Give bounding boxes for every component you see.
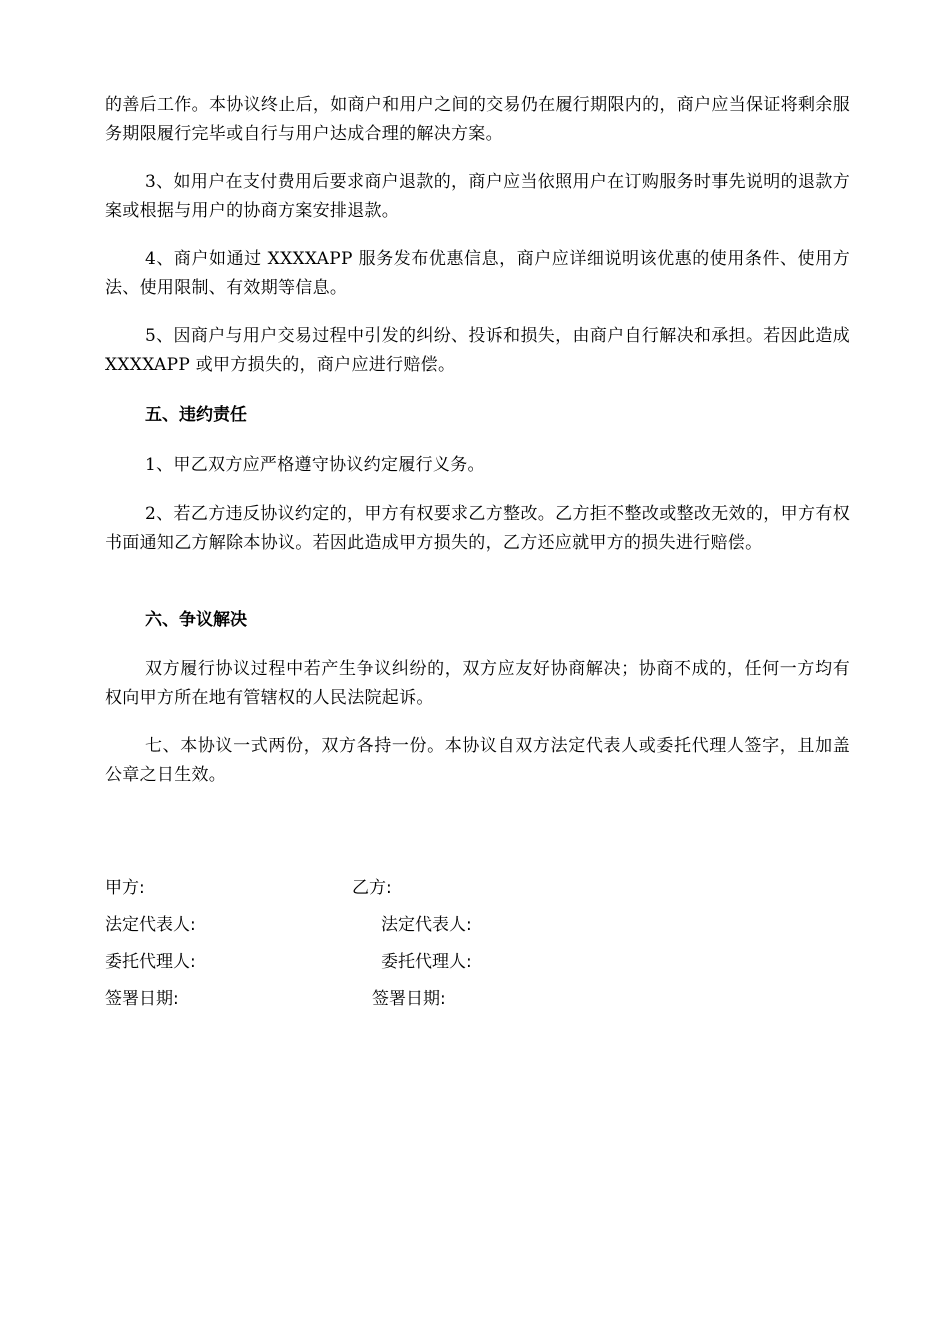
paragraph-obligation: 1、甲乙双方应严格遵守协议约定履行义务。 [145,455,485,475]
section-heading-breach: 五、违约责任 [145,405,247,425]
legal-rep-b-label: 法定代表人: [381,915,472,935]
legal-rep-a-label: 法定代表人: [105,915,196,935]
party-a-label: 甲方: [105,878,145,898]
agent-b-label: 委托代理人: [381,952,472,972]
paragraph-effectiveness: 七、本协议一式两份，双方各持一份。本协议自双方法定代表人或委托代理人签字，且加盖公章之日生效。 [105,736,850,785]
paragraph-refund: 3、如用户在支付费用后要求商户退款的，商户应当依照用户在订购服务时事先说明的退款方案或根据与用户的协商方案安排退款。 [105,172,850,221]
section-heading-dispute: 六、争议解决 [145,610,247,630]
paragraph-termination: 2、若乙方违反协议约定的，甲方有权要求乙方整改。乙方拒不整改或整改无效的，甲方有权书面通知乙方解除本协议。若因此造成甲方损失的，乙方还应就甲方的损失进行赔偿。 [105,504,850,553]
sign-date-a-label: 签署日期: [105,989,179,1009]
party-b-label: 乙方: [352,878,392,898]
paragraph-dispute-loss: 5、因商户与用户交易过程中引发的纠纷、投诉和损失，由商户自行解决和承担。若因此造成 XXXXAPP 或甲方损失的，商户应进行赔偿。 [105,326,850,375]
paragraph-dispute-resolution: 双方履行协议过程中若产生争议纠纷的，双方应友好协商解决；协商不成的，任何一方均有权向甲方所在地有管辖权的人民法院起诉。 [105,659,850,708]
paragraph-aftermath: 的善后工作。本协议终止后，如商户和用户之间的交易仍在履行期限内的，商户应当保证将剩余服务期限履行完毕或自行与用户达成合理的解决方案。 [105,95,850,144]
paragraph-promotion: 4、商户如通过 XXXXAPP 服务发布优惠信息，商户应详细说明该优惠的使用条件、使用方法、使用限制、有效期等信息。 [105,249,850,298]
agent-a-label: 委托代理人: [105,952,196,972]
sign-date-b-label: 签署日期: [372,989,446,1009]
